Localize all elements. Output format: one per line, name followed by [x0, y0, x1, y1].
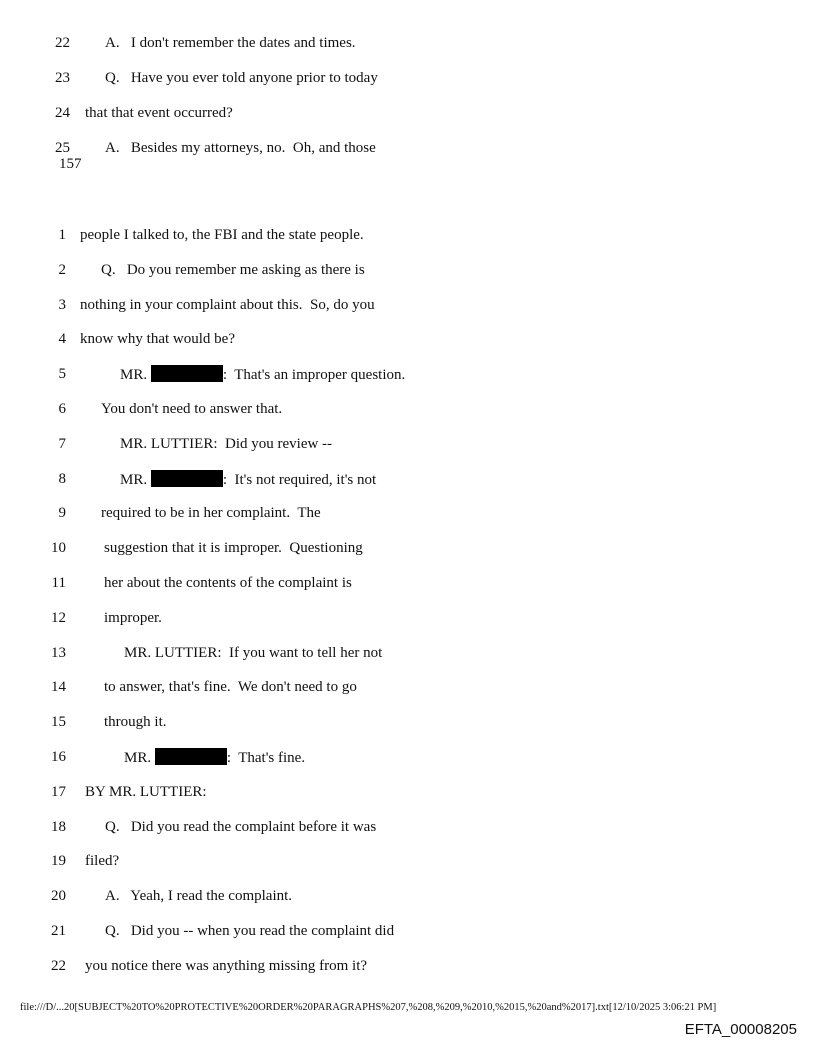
line-number: 16 — [51, 749, 66, 765]
line-number: 1 — [58, 227, 66, 243]
line-text: Q. Do you remember me asking as there is — [101, 261, 365, 278]
speaker-prefix: MR. — [124, 750, 155, 766]
line-number: 12 — [51, 609, 66, 626]
line-text: required to be in her complaint. The — [101, 505, 321, 522]
redaction-bar — [151, 470, 223, 487]
line-text: people I talked to, the FBI and the state people. — [80, 227, 364, 243]
line-text: Q. Did you read the complaint before it was — [105, 818, 377, 835]
line-text: improper. — [104, 609, 162, 626]
line-number: 19 — [51, 853, 66, 870]
line-text: know why that would be? — [80, 331, 235, 348]
speaker-text: : That's fine. — [226, 750, 306, 766]
speaker-prefix: MR. — [120, 367, 151, 384]
line-number: 24 — [55, 105, 70, 121]
line-text: A. Besides my attorneys, no. Oh, and those — [105, 140, 376, 156]
redaction-bar — [155, 748, 227, 765]
line-text: that that event occurred? — [85, 105, 233, 121]
line-text: nothing in your complaint about this. So, do you — [80, 296, 375, 313]
line-text: filed? — [85, 853, 120, 870]
line-text: You don't need to answer that. — [101, 401, 283, 417]
line-number: 20 — [51, 888, 66, 905]
line-number: 22 — [51, 957, 66, 974]
line-number: 21 — [51, 923, 66, 939]
line-text: BY MR. LUTTIER: — [85, 783, 207, 800]
line-number: 5 — [58, 366, 66, 383]
line-number: 22 — [55, 35, 70, 51]
line-text: A. Yeah, I read the complaint. — [105, 888, 293, 905]
page-number: 157 — [59, 156, 82, 172]
line-text: Q. Have you ever told anyone prior to today — [105, 70, 378, 86]
line-text: MR. LUTTIER: Did you review -- — [120, 435, 333, 452]
line-number: 13 — [51, 644, 66, 661]
line-text: suggestion that it is improper. Questioning — [104, 540, 363, 557]
file-path-footer: file:///D/...20[SUBJECT%20TO%20PROTECTIVE%20ORDER%20PARAGRAPHS%207,%208,%209,%2010,%2015,%20and%2017].txt[12/10/2025 3:06:21 PM] — [20, 1002, 717, 1013]
redaction-bar — [151, 365, 223, 382]
line-number: 15 — [51, 714, 66, 731]
line-number: 25 — [55, 140, 70, 156]
speaker-prefix: MR. — [120, 471, 151, 488]
line-number: 14 — [51, 679, 66, 696]
document-id-stamp: EFTA_00008205 — [684, 1021, 797, 1038]
line-number: 3 — [58, 296, 66, 313]
line-number: 6 — [58, 401, 66, 417]
line-number: 11 — [51, 575, 66, 591]
speaker-text: : That's an improper question. — [222, 367, 406, 384]
line-text: through it. — [104, 714, 167, 731]
line-number: 8 — [58, 470, 66, 487]
line-text — [124, 748, 305, 767]
line-number: 2 — [58, 261, 66, 278]
line-text: MR. LUTTIER: If you want to tell her not — [124, 644, 383, 661]
speaker-text: : It's not required, it's not — [222, 471, 377, 488]
line-number: 10 — [51, 540, 66, 557]
line-text: you notice there was anything missing from it? — [85, 957, 368, 974]
line-number: 17 — [51, 783, 66, 800]
line-number: 18 — [51, 818, 66, 835]
line-number: 4 — [58, 331, 66, 348]
line-text: Q. Did you -- when you read the complaint did — [105, 923, 395, 939]
line-text: to answer, that's fine. We don't need to go — [104, 679, 357, 696]
line-text: A. I don't remember the dates and times. — [105, 35, 356, 51]
line-text — [120, 470, 376, 489]
line-number: 9 — [58, 505, 66, 522]
line-text — [120, 365, 405, 384]
line-number: 7 — [58, 435, 66, 452]
line-number: 23 — [55, 70, 70, 86]
line-text: her about the contents of the complaint is — [104, 575, 352, 591]
